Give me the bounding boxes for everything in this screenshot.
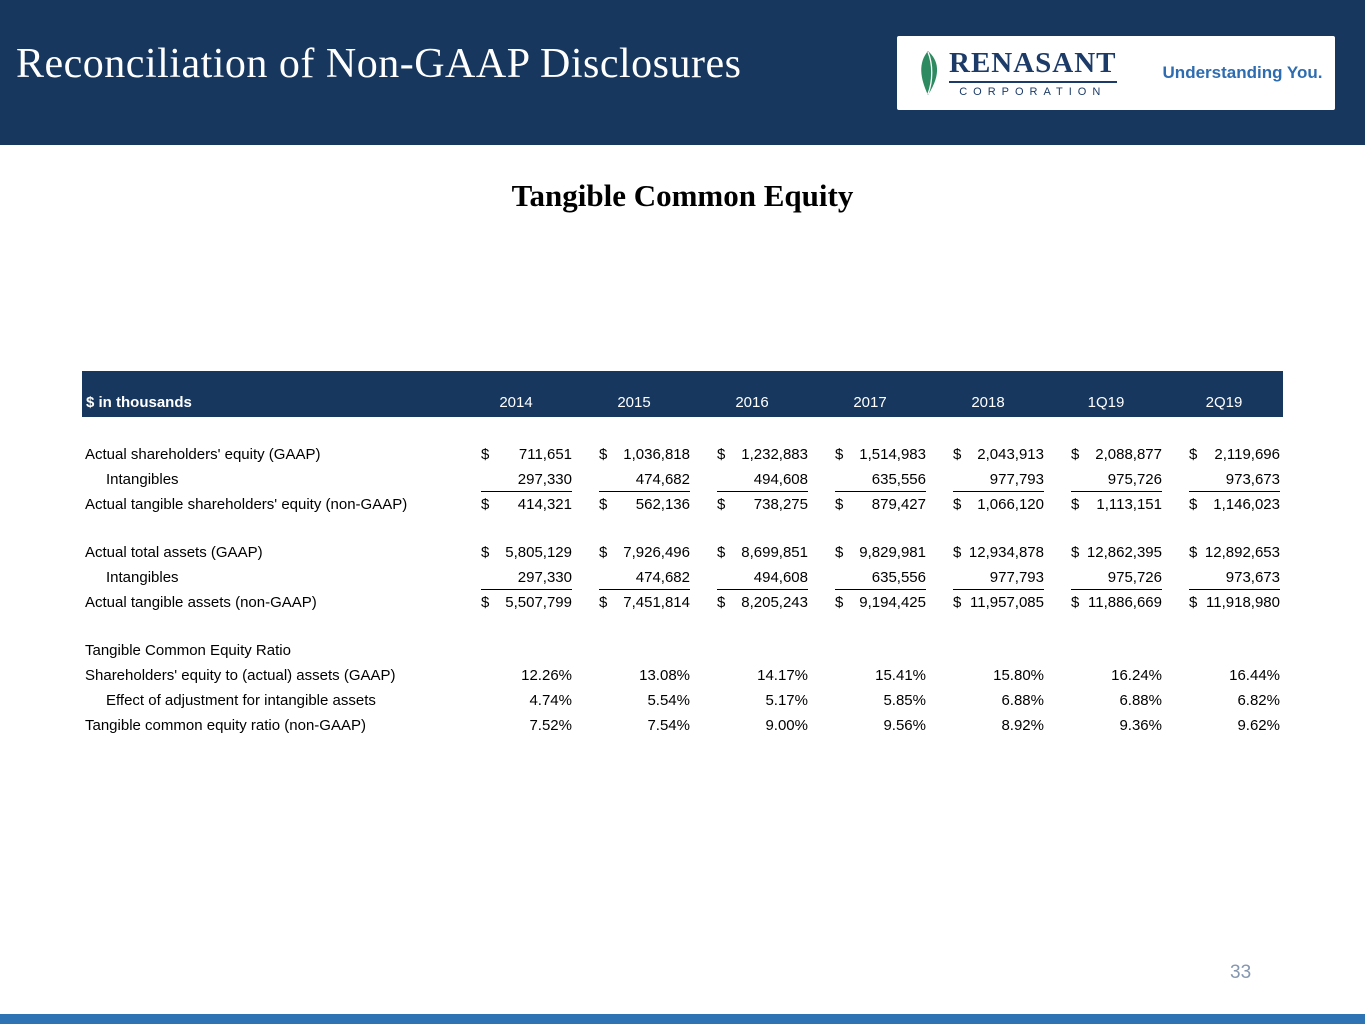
- row-label: Shareholders' equity to (actual) assets (GAAP): [85, 667, 396, 684]
- table-row: [82, 442, 1283, 467]
- logo-brand-text: RENASANT: [949, 47, 1117, 80]
- value-cell: [1047, 713, 1165, 738]
- value-cell: [811, 688, 929, 713]
- value-cell: [1165, 540, 1283, 565]
- dollar-sign: $: [1189, 544, 1198, 561]
- value-cell: [693, 565, 811, 590]
- cell-value: 6.88%: [1119, 692, 1162, 709]
- value-cell: [693, 442, 811, 467]
- cell-value: 9.00%: [765, 717, 808, 734]
- value-cell: [575, 442, 693, 467]
- dollar-sign: $: [1071, 594, 1080, 611]
- value-cell: [457, 442, 575, 467]
- cell-value: 1,232,883: [741, 446, 808, 463]
- value-cell: [811, 565, 929, 590]
- value-cell: [693, 540, 811, 565]
- cell-value: 1,514,983: [859, 446, 926, 463]
- dollar-sign: $: [717, 544, 726, 561]
- value-cell: [457, 713, 575, 738]
- cell-value: 494,608: [753, 470, 808, 488]
- value-cell: [1047, 442, 1165, 467]
- row-label: Actual tangible assets (non-GAAP): [85, 594, 317, 611]
- table-row: [82, 540, 1283, 565]
- value-cell: [693, 663, 811, 688]
- cell-value: 5,507,799: [505, 594, 572, 611]
- value-cell: [1047, 590, 1165, 615]
- dollar-sign: $: [599, 496, 608, 513]
- value-cell: [1165, 442, 1283, 467]
- cell-value: 4.74%: [529, 692, 572, 709]
- column-header: 2Q19: [1205, 394, 1243, 411]
- cell-value: 977,793: [989, 568, 1044, 586]
- cell-value: 6.82%: [1237, 692, 1280, 709]
- cell-value: 1,036,818: [623, 446, 690, 463]
- value-cell: [929, 442, 1047, 467]
- cell-value: 973,673: [1225, 568, 1280, 586]
- value-cell: [929, 492, 1047, 517]
- cell-value: 15.80%: [993, 667, 1044, 684]
- dollar-sign: $: [481, 446, 490, 463]
- row-label: Intangibles: [106, 569, 179, 586]
- value-cell: [575, 713, 693, 738]
- cell-value: 11,918,980: [1206, 594, 1280, 611]
- value-cell: [811, 713, 929, 738]
- cell-value: 11,886,669: [1088, 594, 1162, 611]
- value-cell: [693, 492, 811, 517]
- value-cell: [929, 590, 1047, 615]
- cell-value: 975,726: [1107, 568, 1162, 586]
- dollar-sign: $: [717, 496, 726, 513]
- value-cell: [457, 663, 575, 688]
- value-cell: [693, 590, 811, 615]
- value-cell: [1047, 663, 1165, 688]
- header-band: [0, 0, 1365, 145]
- column-header: 1Q19: [1087, 394, 1125, 411]
- cell-value: 1,066,120: [977, 496, 1044, 513]
- renasant-leaf-icon: [913, 49, 943, 97]
- row-label: Intangibles: [106, 471, 179, 488]
- value-cell: [575, 590, 693, 615]
- spacer-row: [82, 615, 1283, 638]
- cell-value: 12.26%: [521, 667, 572, 684]
- cell-value: 975,726: [1107, 470, 1162, 488]
- cell-value: 12,862,395: [1086, 544, 1162, 561]
- row-label: Actual tangible shareholders' equity (non-GAAP): [85, 496, 408, 513]
- value-cell: [693, 688, 811, 713]
- cell-value: 5.85%: [883, 692, 926, 709]
- dollar-sign: $: [1189, 594, 1198, 611]
- section-label-row: [82, 638, 1283, 663]
- logo-tagline: Understanding You.: [1162, 63, 1323, 82]
- cell-value: 738,275: [753, 496, 808, 513]
- cell-value: 414,321: [517, 496, 572, 513]
- table-row: [82, 663, 1283, 688]
- cell-value: 15.41%: [875, 667, 926, 684]
- cell-value: 16.44%: [1229, 667, 1280, 684]
- row-label: Tangible Common Equity Ratio: [85, 642, 291, 659]
- value-cell: [811, 467, 929, 492]
- value-cell: [1165, 688, 1283, 713]
- value-cell: [811, 442, 929, 467]
- column-header: 2017: [853, 394, 887, 411]
- value-cell: [1047, 540, 1165, 565]
- table-row: [82, 590, 1283, 615]
- dollar-sign: $: [953, 544, 962, 561]
- cell-value: 474,682: [635, 568, 690, 586]
- row-label: Actual total assets (GAAP): [85, 544, 263, 561]
- dollar-sign: $: [599, 594, 608, 611]
- cell-value: 8,699,851: [741, 544, 808, 561]
- value-cell: [811, 663, 929, 688]
- table-body: [82, 442, 1283, 738]
- cell-value: 297,330: [517, 470, 572, 488]
- cell-value: 7.54%: [647, 717, 690, 734]
- dollar-sign: $: [1189, 446, 1198, 463]
- renasant-logo: [949, 48, 1117, 97]
- table-row: [82, 467, 1283, 492]
- cell-value: 635,556: [871, 470, 926, 488]
- cell-value: 635,556: [871, 568, 926, 586]
- cell-value: 2,043,913: [977, 446, 1044, 463]
- logo-panel: [897, 36, 1335, 110]
- value-cell: [457, 467, 575, 492]
- table-row: [82, 492, 1283, 517]
- value-cell: [457, 688, 575, 713]
- cell-value: 1,113,151: [1096, 496, 1162, 513]
- value-cell: [693, 467, 811, 492]
- dollar-sign: $: [1071, 446, 1080, 463]
- cell-value: 13.08%: [639, 667, 690, 684]
- value-cell: [1047, 565, 1165, 590]
- cell-value: 9,194,425: [859, 594, 926, 611]
- dollar-sign: $: [599, 446, 608, 463]
- cell-value: 14.17%: [757, 667, 808, 684]
- dollar-sign: $: [717, 446, 726, 463]
- value-cell: [811, 590, 929, 615]
- dollar-sign: $: [835, 544, 844, 561]
- cell-value: 7,451,814: [623, 594, 690, 611]
- value-cell: [1165, 492, 1283, 517]
- value-cell: [457, 565, 575, 590]
- value-cell: [929, 713, 1047, 738]
- value-cell: [1047, 688, 1165, 713]
- cell-value: 297,330: [517, 568, 572, 586]
- value-cell: [811, 540, 929, 565]
- value-cell: [1165, 467, 1283, 492]
- value-cell: [575, 540, 693, 565]
- bottom-accent-bar: [0, 1014, 1365, 1024]
- cell-value: 879,427: [871, 496, 926, 513]
- cell-value: 9.36%: [1119, 717, 1162, 734]
- value-cell: [929, 663, 1047, 688]
- column-header: 2018: [971, 394, 1005, 411]
- logo-corporation-text: CORPORATION: [949, 81, 1117, 98]
- value-cell: [575, 663, 693, 688]
- cell-value: 9.56%: [883, 717, 926, 734]
- cell-value: 7,926,496: [623, 544, 690, 561]
- dollar-sign: $: [953, 594, 962, 611]
- cell-value: 9.62%: [1237, 717, 1280, 734]
- dollar-sign: $: [481, 594, 490, 611]
- dollar-sign: $: [1189, 496, 1198, 513]
- value-cell: [1047, 467, 1165, 492]
- cell-value: 5.17%: [765, 692, 808, 709]
- cell-value: 8,205,243: [741, 594, 808, 611]
- row-label: Actual shareholders' equity (GAAP): [85, 446, 321, 463]
- cell-value: 711,651: [518, 446, 572, 463]
- dollar-sign: $: [1071, 544, 1080, 561]
- value-cell: [457, 540, 575, 565]
- cell-value: 11,957,085: [970, 594, 1044, 611]
- value-cell: [1165, 590, 1283, 615]
- unit-label: $ in thousands: [86, 394, 192, 411]
- value-cell: [575, 565, 693, 590]
- value-cell: [929, 467, 1047, 492]
- table-row: [82, 565, 1283, 590]
- value-cell: [575, 467, 693, 492]
- column-header: 2016: [735, 394, 769, 411]
- value-cell: [1047, 492, 1165, 517]
- value-cell: [811, 492, 929, 517]
- cell-value: 562,136: [635, 496, 690, 513]
- cell-value: 977,793: [989, 470, 1044, 488]
- cell-value: 7.52%: [529, 717, 572, 734]
- table-row: [82, 713, 1283, 738]
- cell-value: 5,805,129: [505, 544, 572, 561]
- dollar-sign: $: [835, 446, 844, 463]
- reconciliation-table: [82, 371, 1283, 738]
- dollar-sign: $: [599, 544, 608, 561]
- value-cell: [457, 590, 575, 615]
- cell-value: 474,682: [635, 470, 690, 488]
- value-cell: [575, 492, 693, 517]
- cell-value: 6.88%: [1001, 692, 1044, 709]
- value-cell: [575, 688, 693, 713]
- cell-value: 16.24%: [1111, 667, 1162, 684]
- dollar-sign: $: [717, 594, 726, 611]
- dollar-sign: $: [953, 496, 962, 513]
- row-label: Effect of adjustment for intangible assets: [106, 692, 376, 709]
- dollar-sign: $: [481, 544, 490, 561]
- value-cell: [929, 565, 1047, 590]
- cell-value: 12,934,878: [968, 544, 1044, 561]
- cell-value: 9,829,981: [859, 544, 926, 561]
- page-number: 33: [1230, 962, 1252, 983]
- cell-value: 2,119,696: [1214, 446, 1280, 463]
- dollar-sign: $: [481, 496, 490, 513]
- dollar-sign: $: [835, 594, 844, 611]
- value-cell: [1165, 713, 1283, 738]
- column-header: 2014: [499, 394, 533, 411]
- value-cell: [457, 492, 575, 517]
- cell-value: 2,088,877: [1095, 446, 1162, 463]
- row-label: Tangible common equity ratio (non-GAAP): [85, 717, 366, 734]
- slide-title: Reconciliation of Non-GAAP Disclosures: [16, 41, 742, 87]
- cell-value: 12,892,653: [1204, 544, 1280, 561]
- cell-value: 494,608: [753, 568, 808, 586]
- cell-value: 8.92%: [1001, 717, 1044, 734]
- section-title: Tangible Common Equity: [511, 178, 854, 213]
- value-cell: [929, 688, 1047, 713]
- cell-value: 1,146,023: [1213, 496, 1280, 513]
- spacer-row: [82, 517, 1283, 540]
- dollar-sign: $: [953, 446, 962, 463]
- value-cell: [1165, 663, 1283, 688]
- dollar-sign: $: [835, 496, 844, 513]
- cell-value: 973,673: [1225, 470, 1280, 488]
- value-cell: [1165, 565, 1283, 590]
- table-row: [82, 688, 1283, 713]
- table-header-row: [82, 371, 1283, 417]
- column-header: 2015: [617, 394, 651, 411]
- value-cell: [929, 540, 1047, 565]
- cell-value: 5.54%: [647, 692, 690, 709]
- dollar-sign: $: [1071, 496, 1080, 513]
- value-cell: [693, 713, 811, 738]
